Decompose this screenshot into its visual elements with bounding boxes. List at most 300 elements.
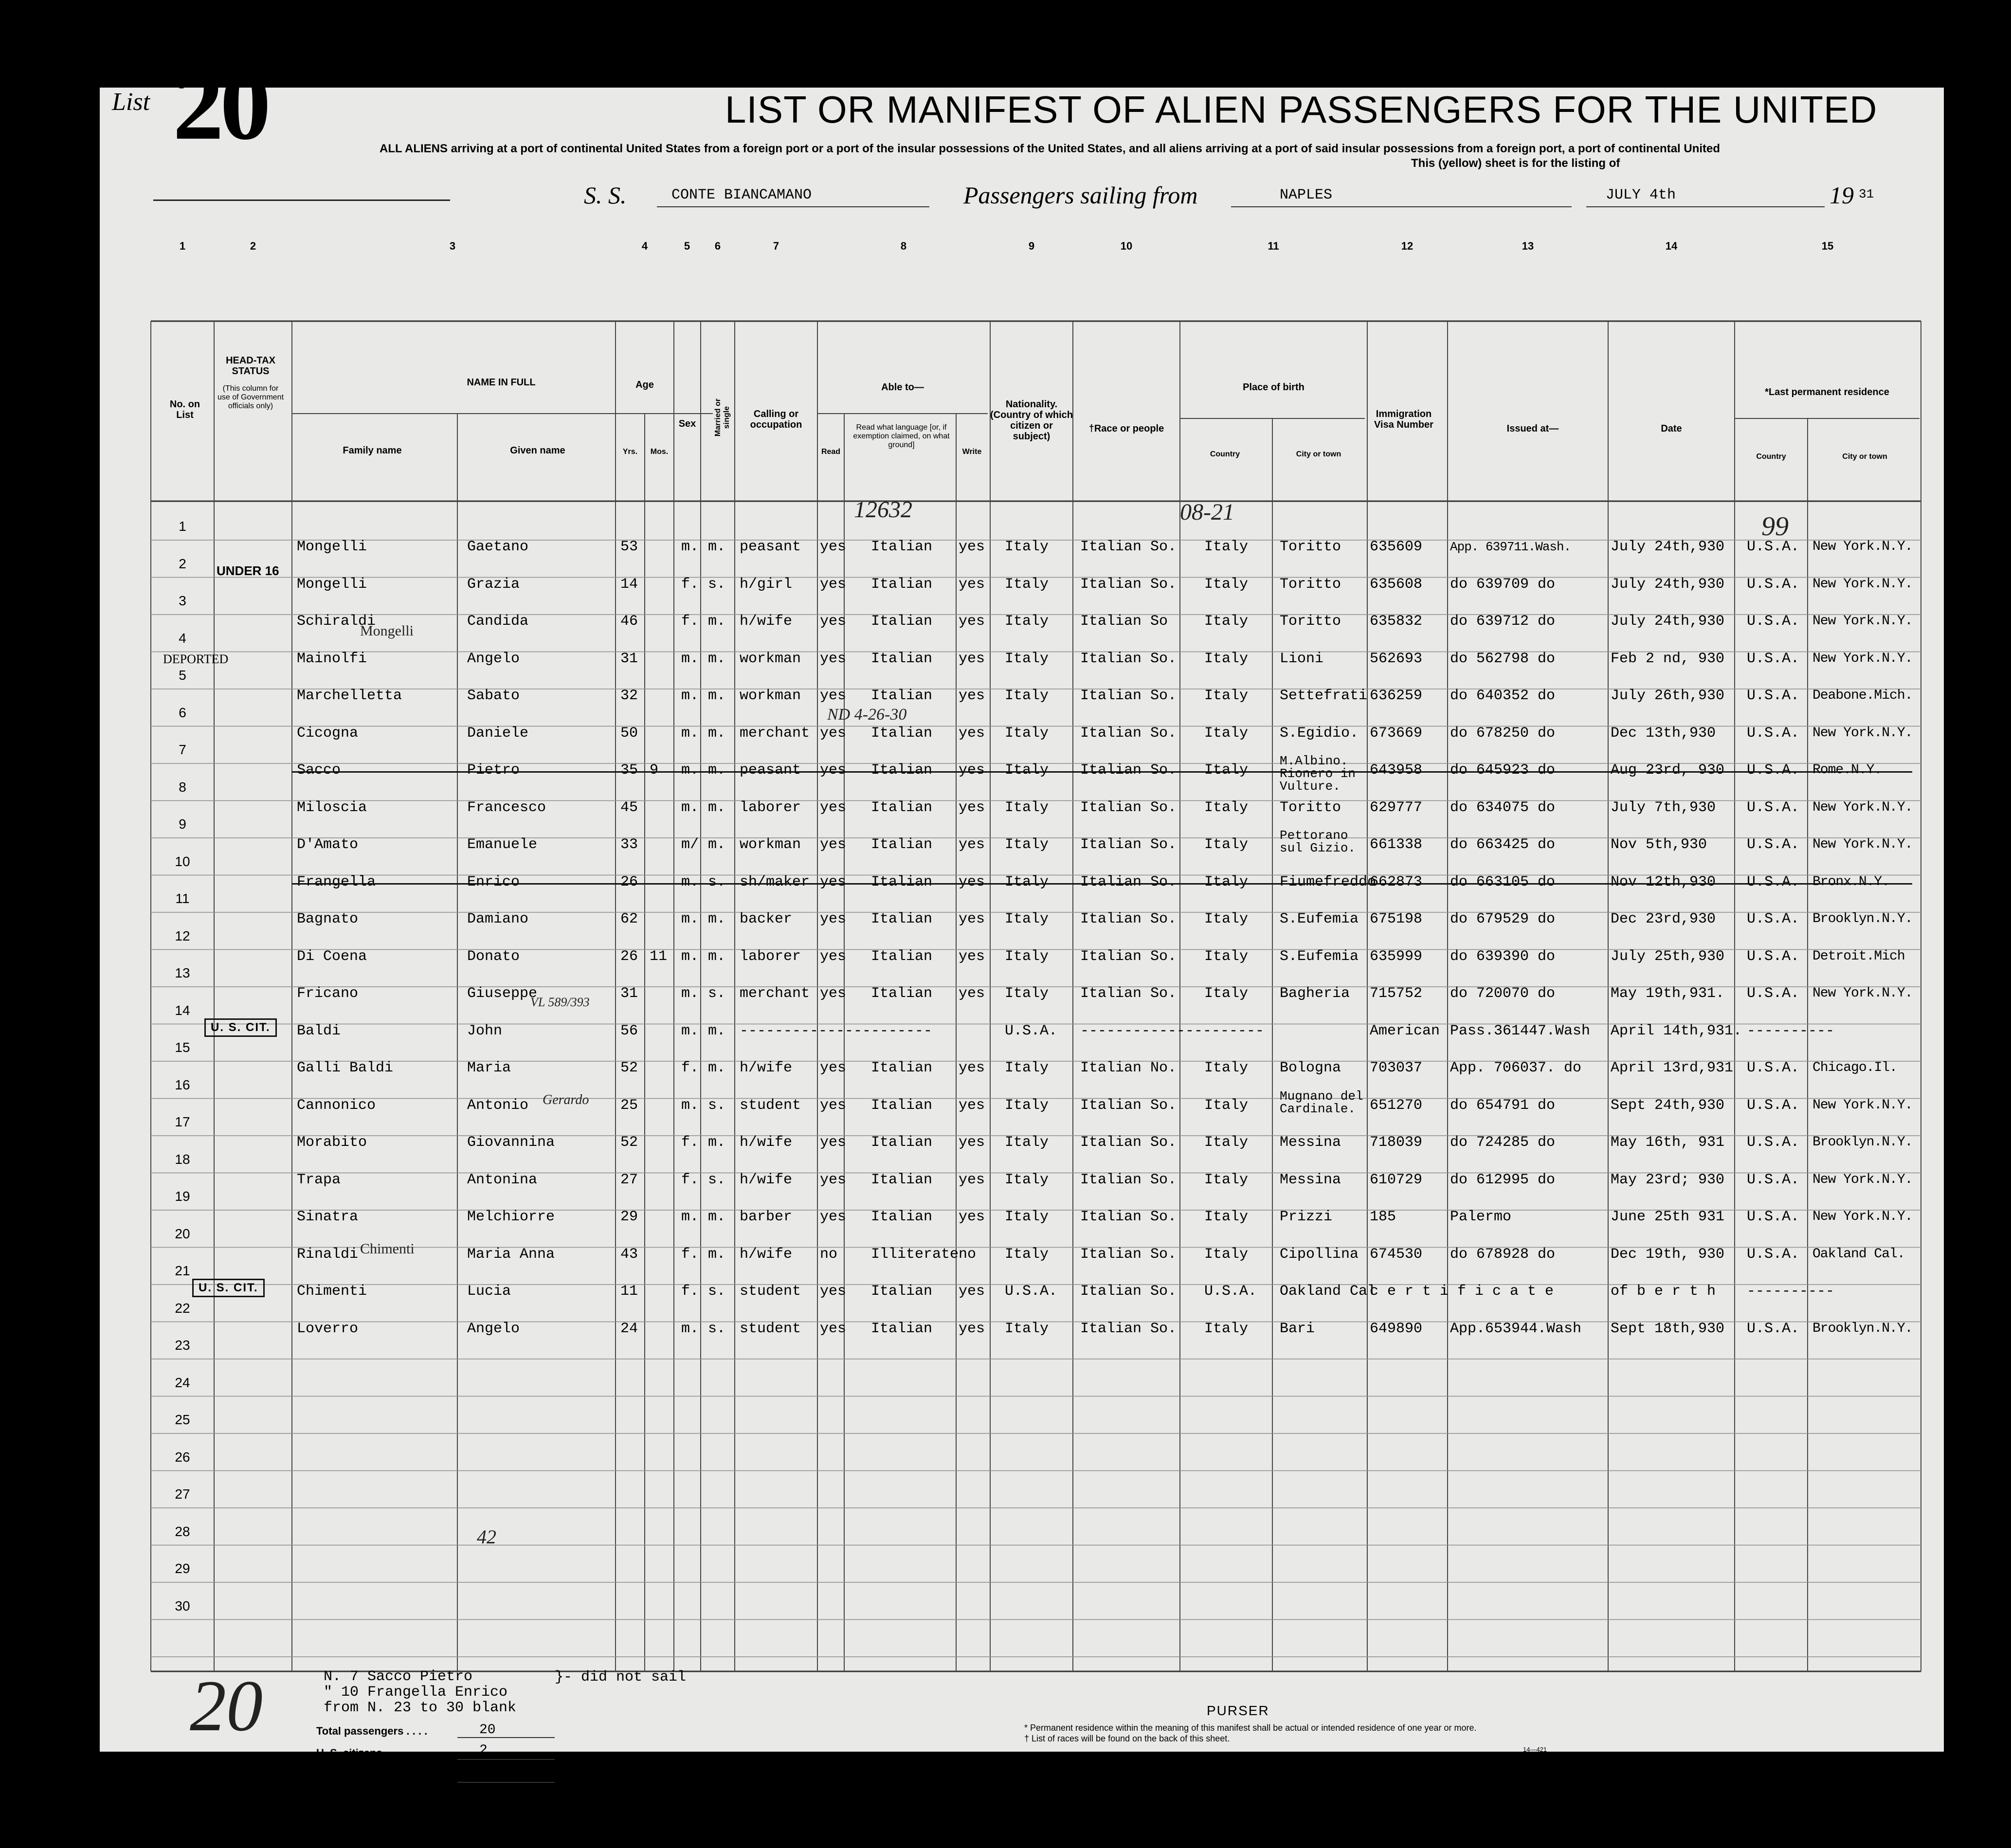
column-number: 4: [641, 240, 648, 252]
given-name: Giuseppe: [467, 985, 538, 1002]
marital-status: s.: [708, 1320, 726, 1337]
visa-date: Nov 12th,930: [1611, 873, 1716, 890]
age-months: 9: [650, 762, 659, 779]
occupation: sh/maker: [740, 873, 810, 890]
column-number: 11: [1268, 240, 1279, 252]
visa-date: July 24th,930: [1611, 576, 1725, 593]
column-number: 1: [179, 240, 186, 252]
age-years: 50: [620, 725, 638, 742]
age-years: 32: [620, 688, 638, 704]
family-name: Cicogna: [297, 725, 359, 742]
marital-status: m.: [708, 539, 726, 555]
residence-city: New York.N.Y.: [1812, 576, 1913, 592]
race: Italian So.: [1080, 1097, 1177, 1114]
residence-country: U.S.A.: [1747, 1320, 1800, 1337]
row-number: 2: [179, 556, 186, 571]
nationality: Italy: [1005, 1320, 1049, 1337]
residence-city: Brooklyn.N.Y.: [1812, 1321, 1913, 1336]
row-number: 26: [175, 1449, 190, 1465]
residence-city: Rome.N.Y.: [1812, 762, 1882, 778]
column-number: 12: [1401, 240, 1413, 252]
birth-country: Italy: [1204, 799, 1249, 816]
visa-issued-at: App. 639711.Wash.: [1450, 540, 1571, 554]
family-name: Bagnato: [297, 911, 359, 927]
handwritten-note: Mongelli: [360, 623, 414, 639]
birth-city: Lioni: [1280, 650, 1324, 667]
can-write: yes: [959, 576, 985, 593]
birth-city: Fiumefreddo: [1280, 873, 1377, 890]
header-residence-city: City or town: [1842, 453, 1887, 461]
marital-status: s.: [708, 576, 726, 593]
nationality: U.S.A.: [1005, 1022, 1058, 1039]
residence-country: U.S.A.: [1747, 1134, 1800, 1151]
family-name: Miloscia: [297, 799, 367, 816]
given-name: Giovannina: [467, 1134, 555, 1151]
occupation: laborer: [740, 799, 801, 816]
given-name: Damiano: [467, 911, 529, 927]
visa-date: July 7th,930: [1611, 799, 1716, 816]
read-language: Italian: [871, 1283, 933, 1300]
header-calling: Calling or occupation: [750, 409, 802, 430]
nationality: Italy: [1005, 725, 1049, 742]
header-mos: Mos.: [650, 448, 669, 456]
family-name: Marchelletta: [297, 688, 402, 704]
residence-country: U.S.A.: [1747, 762, 1800, 779]
header-name-in-full: NAME IN FULL: [467, 377, 536, 388]
row-number: 9: [179, 816, 186, 832]
read-language: Italian: [871, 1060, 933, 1076]
footnote-races: † List of races will be found on the back of this sheet.: [1024, 1734, 1230, 1743]
header-able-to: Able to—: [881, 382, 924, 393]
handwritten-note: Gerardo: [543, 1092, 589, 1107]
can-write: yes: [959, 1283, 985, 1300]
occupation: ----------------------: [740, 1022, 933, 1039]
visa-date: May 23rd; 930: [1611, 1171, 1725, 1188]
nationality: Italy: [1005, 576, 1049, 593]
row-number: 6: [179, 705, 186, 720]
visa-date: Dec 23rd,930: [1611, 911, 1716, 927]
given-name: Emanuele: [467, 836, 538, 853]
header-head-tax-note: (This column for use of Government officials only): [217, 384, 284, 410]
marital-status: m.: [708, 762, 726, 779]
visa-date: Aug 23rd, 930: [1611, 762, 1725, 779]
marital-status: m.: [708, 1209, 726, 1225]
birth-country: Italy: [1204, 1097, 1249, 1114]
can-write: yes: [959, 762, 985, 779]
visa-issued-at: Palermo: [1450, 1209, 1512, 1225]
race: ---------------------: [1080, 1022, 1265, 1039]
header-nationality: Nationality. (Country of which citizen or subject): [990, 399, 1073, 442]
age-years: 45: [620, 799, 638, 816]
row-number: 5: [179, 668, 186, 683]
can-write: yes: [959, 539, 985, 555]
read-language: Italian: [871, 1097, 933, 1114]
race: Italian So.: [1080, 725, 1177, 742]
age-years: 29: [620, 1209, 638, 1225]
race: Italian So.: [1080, 911, 1177, 927]
birth-country: Italy: [1204, 948, 1249, 965]
marital-status: m.: [708, 799, 726, 816]
visa-number: 635999: [1370, 948, 1423, 965]
row-number: 21: [175, 1263, 190, 1278]
visa-issued-at: do 640352 do: [1450, 688, 1556, 704]
print-code: 14—421: [1523, 1746, 1547, 1753]
birth-city: Pettorano sul Gizio.: [1280, 828, 1356, 855]
given-name: Donato: [467, 948, 520, 965]
visa-date: July 25th,930: [1611, 948, 1725, 965]
column-number: 15: [1821, 240, 1834, 252]
visa-issued-at: do 562798 do: [1450, 650, 1556, 667]
visa-date: July 26th,930: [1611, 688, 1725, 704]
citizen-stamp: U. S. CIT.: [204, 1018, 277, 1037]
row-number: 7: [179, 742, 186, 757]
residence-city: Detroit.Mich: [1812, 948, 1905, 964]
residence-city: Deabone.Mich.: [1812, 688, 1913, 703]
header-head-tax: HEAD-TAX STATUS: [226, 355, 275, 377]
read-language: Italian: [871, 650, 933, 667]
marital-status: m.: [708, 1022, 726, 1039]
aliens-label: Aliens . . . . . .: [316, 1771, 384, 1783]
read-language: Italian: [871, 948, 933, 965]
given-name: Lucia: [467, 1283, 511, 1300]
birth-country: U.S.A.: [1204, 1283, 1257, 1300]
family-name: Chimenti: [297, 1283, 367, 1300]
visa-issued-at: do 612995 do: [1450, 1171, 1556, 1188]
residence-country: ----------: [1747, 1283, 1835, 1300]
handwritten-note: 42: [477, 1526, 496, 1548]
visa-number: 185: [1370, 1209, 1396, 1225]
age-years: 56: [620, 1022, 638, 1039]
row-number: 4: [179, 630, 186, 646]
can-write: yes: [959, 725, 985, 742]
given-name: Angelo: [467, 650, 520, 667]
visa-number: c e r t i f i c a t e: [1370, 1283, 1554, 1300]
handwritten-note: ND 4-26-30: [827, 706, 907, 724]
can-write: yes: [959, 948, 985, 965]
can-read: yes: [820, 911, 847, 927]
given-name: Grazia: [467, 576, 520, 593]
can-read: yes: [820, 836, 847, 853]
birth-city: S.Egidio.: [1280, 725, 1359, 742]
given-name: Candida: [467, 613, 529, 630]
sailing-label: Passengers sailing from: [963, 181, 1198, 209]
header-race: †Race or people: [1088, 423, 1164, 434]
marital-status: m.: [708, 948, 726, 965]
birth-city: Settefrati: [1280, 688, 1368, 704]
residence-country: U.S.A.: [1747, 799, 1800, 816]
list-number: 20: [173, 48, 267, 161]
visa-number: 718039: [1370, 1134, 1423, 1151]
occupation: peasant: [740, 762, 801, 779]
visa-issued-at: do 663105 do: [1450, 873, 1556, 890]
race: Italian So.: [1080, 836, 1177, 853]
residence-city: New York.N.Y.: [1812, 725, 1913, 741]
can-read: yes: [820, 1134, 847, 1151]
handwritten-note: 20: [190, 1666, 263, 1746]
race: Italian So.: [1080, 1171, 1177, 1188]
race: Italian So.: [1080, 799, 1177, 816]
row-number: 27: [175, 1486, 190, 1502]
residence-country: U.S.A.: [1747, 836, 1800, 853]
given-name: John: [467, 1022, 503, 1039]
visa-number: 675198: [1370, 911, 1423, 927]
birth-country: Italy: [1204, 688, 1249, 704]
race: Italian No.: [1080, 1060, 1177, 1076]
family-name: Rinaldi: [297, 1246, 359, 1263]
can-write: yes: [959, 799, 985, 816]
column-number: 5: [684, 240, 690, 252]
visa-issued-at: do 678928 do: [1450, 1246, 1556, 1263]
occupation: peasant: [740, 539, 801, 555]
nationality: Italy: [1005, 688, 1049, 704]
sex: m.: [681, 1097, 699, 1114]
visa-number: 635609: [1370, 539, 1423, 555]
can-write: no: [959, 1246, 977, 1263]
header-no-on-list: No. on List: [169, 399, 200, 420]
age-years: 52: [620, 1134, 638, 1151]
can-read: yes: [820, 948, 847, 965]
visa-date: Sept 24th,930: [1611, 1097, 1725, 1114]
nationality: Italy: [1005, 613, 1049, 630]
read-language: Italian: [871, 873, 933, 890]
header-write: Write: [962, 448, 982, 456]
can-write: yes: [959, 1134, 985, 1151]
row-number: 14: [175, 1002, 190, 1018]
given-name: Gaetano: [467, 539, 529, 555]
department-name: U. S. DEPARTMENT OF LABOR: [246, 54, 369, 63]
family-name: Di Coena: [297, 948, 367, 965]
total-passengers-label: Total passengers . . . .: [316, 1725, 428, 1737]
sex: f.: [681, 576, 699, 593]
sex: f.: [681, 1134, 699, 1151]
header-date: Date: [1661, 423, 1682, 434]
us-citizens-value: 2: [479, 1743, 488, 1758]
read-language: Italian: [871, 836, 933, 853]
age-years: 53: [620, 539, 638, 555]
age-years: 26: [620, 948, 638, 965]
residence-city: New York.N.Y.: [1812, 651, 1913, 666]
age-years: 11: [620, 1283, 638, 1300]
can-read: yes: [820, 1171, 847, 1188]
residence-country: U.S.A.: [1747, 911, 1800, 927]
visa-date: June 25th 931: [1611, 1209, 1725, 1225]
residence-country: U.S.A.: [1747, 873, 1800, 890]
column-number: 9: [1028, 240, 1035, 252]
birth-city: M.Albino. Rionero in Vulture.: [1280, 754, 1356, 794]
residence-city: New York.N.Y.: [1812, 986, 1913, 1001]
family-name: Mongelli: [297, 576, 367, 593]
can-read: no: [820, 1246, 838, 1263]
visa-issued-at: do 679529 do: [1450, 911, 1556, 927]
race: Italian So.: [1080, 1134, 1177, 1151]
row-number: 25: [175, 1412, 190, 1427]
visa-date: July 24th,930: [1611, 613, 1725, 630]
can-read: yes: [820, 873, 847, 890]
visa-date: July 24th,930: [1611, 539, 1725, 555]
age-years: 52: [620, 1060, 638, 1076]
residence-city: New York.N.Y.: [1812, 1209, 1913, 1224]
row-number: 20: [175, 1226, 190, 1241]
marital-status: s.: [708, 1097, 726, 1114]
birth-city: Toritto: [1280, 576, 1341, 593]
read-language: Italian: [871, 1320, 933, 1337]
given-name: Maria Anna: [467, 1246, 555, 1263]
birth-country: Italy: [1204, 911, 1249, 927]
occupation: backer: [740, 911, 793, 927]
header-issued-at: Issued at—: [1506, 423, 1559, 434]
can-read: yes: [820, 762, 847, 779]
column-number: 14: [1665, 240, 1678, 252]
header-yrs: Yrs.: [622, 448, 638, 456]
occupation: student: [740, 1097, 801, 1114]
visa-date: April 13rd,931: [1611, 1060, 1734, 1076]
age-years: 31: [620, 650, 638, 667]
nationality: Italy: [1005, 1246, 1049, 1263]
footnote-residence: * Permanent residence within the meaning of this manifest shall be actual or intended residence of one year or more.: [1024, 1723, 1477, 1733]
race: Italian So.: [1080, 762, 1177, 779]
family-name: Mainolfi: [297, 650, 367, 667]
read-language: Italian: [871, 799, 933, 816]
can-write: yes: [959, 1171, 985, 1188]
row-number: 19: [175, 1189, 190, 1204]
can-read: yes: [820, 1060, 847, 1076]
header-visa-number: Immigration Visa Number: [1374, 409, 1433, 430]
handwritten-note: 12632: [854, 497, 912, 523]
given-name: Antonina: [467, 1171, 538, 1188]
occupation: merchant: [740, 985, 810, 1002]
given-name: Francesco: [467, 799, 546, 816]
nationality: Italy: [1005, 1209, 1049, 1225]
nationality: Italy: [1005, 762, 1049, 779]
nationality: Italy: [1005, 985, 1049, 1002]
can-read: yes: [820, 725, 847, 742]
visa-date: May 19th,931.: [1611, 985, 1725, 1002]
marital-status: m.: [708, 613, 726, 630]
marital-status: m.: [708, 650, 726, 667]
occupation: student: [740, 1320, 801, 1337]
given-name: Angelo: [467, 1320, 520, 1337]
marital-status: s.: [708, 1283, 726, 1300]
occupation: barber: [740, 1209, 793, 1225]
birth-city: Bologna: [1280, 1060, 1341, 1076]
family-name: Sinatra: [297, 1209, 359, 1225]
sex: m.: [681, 725, 699, 742]
page-title: LIST OR MANIFEST OF ALIEN PASSENGERS FOR THE UNITED: [725, 88, 1878, 131]
visa-number: 610729: [1370, 1171, 1423, 1188]
can-read: yes: [820, 985, 847, 1002]
row-number: 22: [175, 1300, 190, 1316]
row-number: 28: [175, 1523, 190, 1539]
family-name: Fricano: [297, 985, 359, 1002]
header-place-of-birth: Place of birth: [1243, 382, 1304, 393]
visa-number: 635608: [1370, 576, 1423, 593]
can-write: yes: [959, 985, 985, 1002]
birth-city: Bagheria: [1280, 985, 1350, 1002]
visa-issued-at: do 645923 do: [1450, 762, 1556, 779]
header-birth-city: City or town: [1296, 450, 1341, 458]
visa-number: 662873: [1370, 873, 1423, 890]
visa-number: 635832: [1370, 613, 1423, 630]
occupation: workman: [740, 688, 801, 704]
column-number: 10: [1120, 240, 1133, 252]
residence-city: Bronx.N.Y.: [1812, 874, 1890, 889]
visa-date: of b e r t h: [1611, 1283, 1716, 1300]
birth-city: Mugnano del Cardinale.: [1280, 1088, 1363, 1116]
nationality: Italy: [1005, 836, 1049, 853]
family-name: Mongelli: [297, 539, 367, 555]
occupation: h/wife: [740, 613, 793, 630]
sex: f.: [681, 613, 699, 630]
family-name: Schiraldi: [297, 613, 376, 630]
visa-issued-at: do 678250 do: [1450, 725, 1556, 742]
birth-city: Toritto: [1280, 613, 1341, 630]
residence-country: ----------: [1747, 1022, 1835, 1039]
age-years: 33: [620, 836, 638, 853]
age-years: 14: [620, 576, 638, 593]
marital-status: m.: [708, 911, 726, 927]
nationality: Italy: [1005, 799, 1049, 816]
nationality: U.S.A.: [1005, 1283, 1058, 1300]
birth-country: Italy: [1204, 1134, 1249, 1151]
nationality: Italy: [1005, 873, 1049, 890]
column-number: 2: [250, 240, 256, 252]
visa-number: American: [1370, 1022, 1440, 1039]
visa-date: Dec 13th,930: [1611, 725, 1716, 742]
sex: f.: [681, 1283, 699, 1300]
can-write: yes: [959, 1060, 985, 1076]
nationality: Italy: [1005, 1060, 1049, 1076]
can-write: yes: [959, 688, 985, 704]
given-name: Antonio: [467, 1097, 529, 1114]
can-read: yes: [820, 1097, 847, 1114]
sex: m.: [681, 985, 699, 1002]
visa-issued-at: do 634075 do: [1450, 799, 1556, 816]
age-years: 25: [620, 1097, 638, 1114]
birth-city: Cipollina: [1280, 1246, 1359, 1263]
visa-date: Nov 5th,930: [1611, 836, 1707, 853]
strike-through-line: [292, 771, 1912, 773]
visa-number: 661338: [1370, 836, 1423, 853]
race: Italian So.: [1080, 985, 1177, 1002]
race: Italian So.: [1080, 576, 1177, 593]
occupation: student: [740, 1283, 801, 1300]
sex: m.: [681, 1022, 699, 1039]
header-read-language: Read what language [or, if exemption claimed, on what ground]: [853, 423, 950, 449]
age-years: 24: [620, 1320, 638, 1337]
age-years: 46: [620, 613, 638, 630]
read-language: Italian: [871, 1134, 933, 1151]
read-language: Italian: [871, 985, 933, 1002]
residence-country: U.S.A.: [1747, 1209, 1800, 1225]
birth-country: Italy: [1204, 1060, 1249, 1076]
sex: m.: [681, 948, 699, 965]
nationality: Italy: [1005, 911, 1049, 927]
row-number: 17: [175, 1114, 190, 1129]
age-months: 11: [650, 948, 668, 965]
marital-status: m.: [708, 836, 726, 853]
year-prefix: 19: [1830, 181, 1854, 209]
birth-country: Italy: [1204, 1246, 1249, 1263]
visa-number: 715752: [1370, 985, 1423, 1002]
row-number: 18: [175, 1151, 190, 1167]
visa-date: Dec 19th, 930: [1611, 1246, 1725, 1263]
can-write: yes: [959, 911, 985, 927]
given-name: Maria: [467, 1060, 511, 1076]
marital-status: m.: [708, 1134, 726, 1151]
residence-country: U.S.A.: [1747, 613, 1800, 630]
given-name: Sabato: [467, 688, 520, 704]
ship-name: CONTE BIANCAMANO: [671, 187, 812, 203]
